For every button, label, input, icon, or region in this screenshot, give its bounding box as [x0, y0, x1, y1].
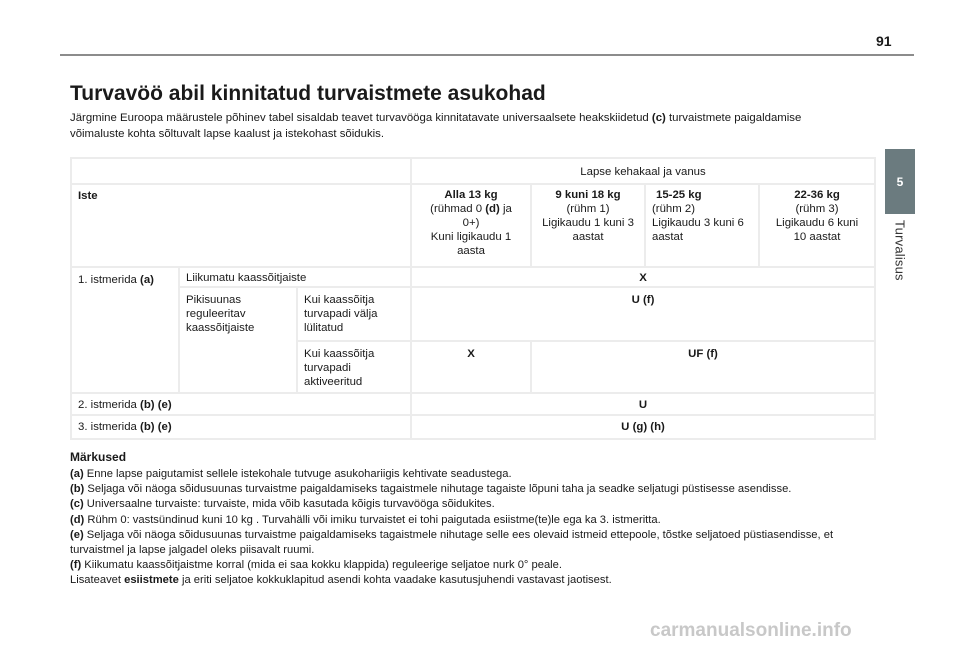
- row-1-seat: [72, 268, 178, 392]
- chapter-label: [886, 220, 914, 310]
- group-3-group: (rühm 3): [795, 203, 839, 215]
- note-a-text: Enne lapse paigutamist sellele istekohale tutvuge asukohariigis kehtivate seadustega.: [83, 468, 512, 480]
- row-1-seat-label: 1. istmerida: [78, 274, 141, 286]
- note-c: [70, 497, 880, 512]
- intro-text: Järgmine Euroopa määrustele põhinev tabel sisaldab teavet turvavööga kinnitatavate universaalsete heakskiidetud: [70, 112, 652, 124]
- table-header-seat: Iste: [72, 185, 410, 266]
- group-2-weight: 15-25 kg: [656, 189, 702, 201]
- group-0-ref: (d): [485, 203, 500, 215]
- group-2-age: Ligikaudu 3 kuni 6: [652, 217, 744, 229]
- intro-text-end: turvaistmete paigaldamise: [665, 112, 802, 124]
- group-1-group: (rühm 1): [566, 203, 610, 215]
- note-f-mark: (f): [70, 559, 82, 572]
- group-3-header: [760, 185, 874, 266]
- section-title: Turvavöö abil kinnitatud turvaistmete asukohad: [70, 82, 546, 105]
- adjustable-line-3: kaassõitjaiste: [186, 322, 255, 334]
- note-f-text: Kiikumatu kaassõitjaistme korral (mida ei saa kokku klappida) reguleerige seljatoe nurk 0° peale.: [81, 559, 562, 572]
- group-0-age-unit: aasta: [457, 245, 485, 257]
- row-1-fixed-value: X: [412, 268, 874, 286]
- note-c-mark: (c): [70, 498, 84, 511]
- group-0-weight: Alla 13 kg: [444, 189, 498, 201]
- airbag-off-line-1: Kui kaassõitja: [304, 294, 375, 306]
- table-header-weight-age: Lapse kehakaal ja vanus: [412, 159, 874, 183]
- airbag-off-line-3: lülitatud: [304, 322, 344, 334]
- airbag-on-line-3: aktiveeritud: [304, 376, 363, 388]
- note-b-text: Seljaga või näoga sõidusuunas turvaistme paigaldamiseks tagaistmele nihutage tagaiste lõpuni taha ja seadke seljatugi püstisesse asendisse.: [84, 483, 792, 496]
- group-1-age-unit: aastat: [572, 231, 604, 243]
- chapter-number: 5: [896, 174, 904, 189]
- top-rule: [60, 54, 914, 56]
- notes-list: [70, 467, 880, 589]
- group-3-weight: 22-36 kg: [794, 189, 840, 201]
- note-d-text: Rühm 0: vastsündinud kuni 10 kg . Turvahälli või imiku turvaistet ei tohi paigutada esiistme(te)le ega ka 3. istmeritta.: [84, 513, 661, 526]
- airbag-off-value: U (f): [412, 288, 874, 340]
- footer-note-post: ja eriti seljatoe kokkuklapitud asendi kohta vaadake kasutusjuhendi vastavast jaotisest.: [178, 574, 612, 587]
- airbag-on-line-1: Kui kaassõitja: [304, 348, 375, 360]
- note-b: [70, 482, 880, 497]
- row-1-adjustable-seat: [180, 288, 296, 392]
- airbag-on-label: [298, 342, 410, 392]
- watermark: carmanualsonline.info: [650, 620, 852, 641]
- note-d: [70, 513, 880, 528]
- group-0-header: [412, 185, 530, 266]
- row-2-seat: [72, 394, 410, 414]
- seat-table: [70, 157, 876, 440]
- group-2-header: [646, 185, 758, 266]
- group-3-age-unit: 10 aastat: [793, 231, 841, 243]
- group-0-age: Kuni ligikaudu 1: [430, 231, 512, 243]
- group-1-age: Ligikaudu 1 kuni 3: [542, 217, 634, 229]
- chapter-label-text: Turvalisus: [892, 220, 908, 281]
- intro-paragraph: [70, 110, 870, 142]
- group-0-group: (rühmad 0: [430, 203, 486, 215]
- note-e-mark: (e): [70, 528, 84, 541]
- group-1-header: [532, 185, 644, 266]
- row-2-seat-label: 2. istmerida: [78, 399, 141, 411]
- page-number: 91: [876, 33, 892, 49]
- airbag-on-line-2: turvapadi: [304, 362, 351, 374]
- intro-line-2: võimaluste kohta sõltuvalt lapse kaalust ja istekohast sõidukis.: [70, 128, 385, 140]
- note-e-cont-text: turvaistmel ja lapse jalgadel oleks piisavalt ruumi.: [70, 544, 315, 557]
- row-1-seat-ref: (a): [140, 274, 154, 286]
- footer-note-link-term: esiistmete: [124, 574, 179, 587]
- group-2-group: (rühm 2): [652, 203, 696, 215]
- row-3-seat: [72, 416, 410, 438]
- airbag-on-value-group-0: X: [412, 342, 530, 392]
- note-a: [70, 467, 880, 482]
- row-2-value: U: [412, 394, 874, 414]
- row-3-value: U (g) (h): [412, 416, 874, 438]
- note-d-mark: (d): [70, 513, 85, 526]
- airbag-off-label: [298, 288, 410, 340]
- group-3-age: Ligikaudu 6 kuni: [775, 217, 859, 229]
- chapter-tab[interactable]: [885, 149, 915, 214]
- group-0-group-cont: 0+): [462, 217, 480, 229]
- adjustable-line-1: Pikisuunas: [186, 294, 242, 306]
- note-a-mark: (a): [70, 468, 84, 480]
- row-3-seat-label: 3. istmerida: [78, 421, 141, 433]
- group-1-weight: 9 kuni 18 kg: [555, 189, 621, 201]
- group-0-conj: ja: [499, 203, 512, 215]
- airbag-on-value-groups-1-3: UF (f): [532, 342, 874, 392]
- row-1-fixed-seat: Liikumatu kaassõitjaiste: [180, 268, 410, 286]
- note-e-cont: [70, 543, 880, 558]
- note-f: [70, 558, 880, 573]
- intro-ref: (c): [651, 112, 666, 124]
- airbag-off-line-2: turvapadi välja: [304, 308, 378, 320]
- note-b-mark: (b): [70, 483, 85, 496]
- notes-heading: Märkused: [70, 450, 127, 464]
- note-e: [70, 528, 880, 543]
- note-c-text: Universaalne turvaiste: turvaiste, mida võib kasutada kõigis turvavööga sõidukites.: [83, 498, 495, 511]
- row-2-seat-ref: (b) (e): [140, 399, 172, 411]
- group-2-age-unit: aastat: [652, 231, 684, 243]
- note-e-text: Seljaga või näoga sõidusuunas turvaistme paigaldamiseks tagaistmele nihutage selle ees olevaid istmeid ettepoole, tõstke seljatoed püstiasendisse, et: [83, 528, 834, 541]
- footer-note-pre: Lisateavet: [70, 574, 125, 587]
- adjustable-line-2: reguleeritav: [186, 308, 246, 320]
- footer-note: [70, 573, 880, 588]
- table-header-blank: [72, 159, 410, 183]
- row-3-seat-ref: (b) (e): [140, 421, 172, 433]
